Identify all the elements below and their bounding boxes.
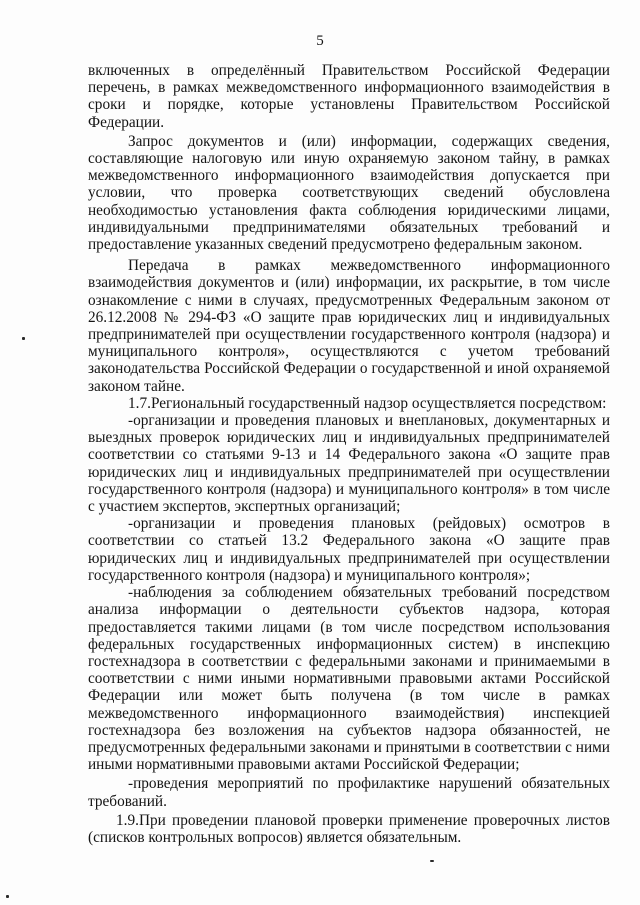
scan-speck-bottom-left — [6, 895, 9, 898]
list-item-inspections: -организации и проведения плановых и внеплановых, документарных и выездных проверок юридических лиц и индивидуальных предпринимателей соответствии со статьями 9-13 и 14 Федерального закона «О защите прав юридических лиц и индивидуальных предпринимателей при осуществлении государственного контроля (надзора) и муниципального контроля» в том числе с участием экспертов, экспертных организаций; — [88, 412, 610, 516]
section-heading-1-7: 1.7.Региональный государственный надзор осуществляется посредством: — [128, 394, 607, 412]
document-body — [88, 62, 610, 846]
list-item-raids: -организации и проведения плановых (рейдовых) осмотров в соответствии со статьей 13.2 Федерального закона «О защите прав юридических лиц и индивидуальных предпринимателей при осуществлении государственного контроля (надзора) и муниципального контроля»; — [88, 515, 610, 584]
paragraph-transfer-documents: Передача в рамках межведомственного информационного взаимодействия документов и (или) информации, их раскрытие, в том числе ознакомление с ними в случаях, предусмотренных Федеральным законом от 26.12.2008 № 294-ФЗ «О защите прав юридических лиц и индивидуальных предпринимателей при осуществлении государственного контроля (надзора) и муниципального контроля», осуществляются с учетом требований законодательства Российской Федерации о государственной и иной охраняемой законом тайне. — [88, 257, 610, 395]
scan-speck-bottom — [430, 860, 434, 862]
list-item-monitoring: -наблюдения за соблюдением обязательных требований посредством анализа информации о деятельности субъектов надзора, которая предоставляется такими лицами (в том числе посредством использования федеральных государственных информационных систем) в инспекцию гостехнадзора в соответствии с федеральными законами и принимаемыми в соответствии с ними иными нормативными правовыми актами Российской Федерации или может быть получена (в том числе в рамках межведомственного информационного взаимодействия) инспекцией гостехнадзора без возложения на субъектов надзора обязанностей, не предусмотренных федеральными законами и принятыми в соответствии с ними иными нормативными правовыми актами Российской Федерации; — [88, 584, 610, 774]
list-item-prevention: -проведения мероприятий по профилактике нарушений обязательных требований. — [88, 775, 610, 810]
page-number: 5 — [316, 33, 324, 49]
paragraph-continuation: включенных в определённый Правительством Российской Федерации перечень, в рамках межведомственного информационного взаимодействия в сроки и порядке, которые установлены Правительством Российской Федерации. — [88, 62, 610, 131]
scan-speck-left — [22, 337, 25, 340]
section-heading-1-9: 1.9.При проведении плановой проверки применение проверочных листов (списков контрольных вопросов) является обязательным. — [88, 811, 610, 846]
paragraph-request-documents: Запрос документов и (или) информации, содержащих сведения, составляющие налоговую или иную охраняемую законом тайну, в рамках межведомственного информационного взаимодействия допускается при условии, что проверка соответствующих сведений обусловлена необходимостью установления факта соблюдения юридическими лицами, индивидуальными предпринимателями обязательных требований и предоставление указанных сведений предусмотрено федеральным законом. — [88, 132, 610, 254]
